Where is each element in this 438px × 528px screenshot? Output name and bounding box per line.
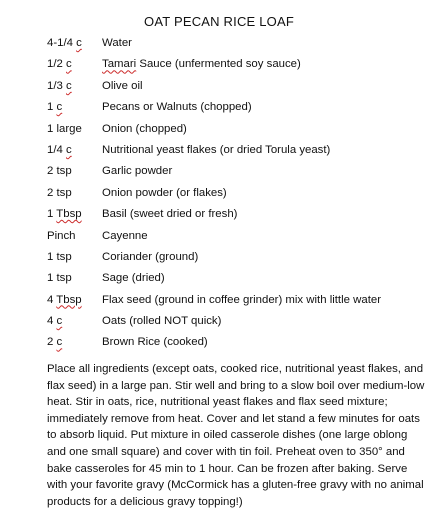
ingredient-quantity: 1 Tbsp [47, 208, 82, 221]
ingredient-name: Basil (sweet dried or fresh) [102, 208, 238, 221]
ingredient-row [47, 165, 381, 186]
spellcheck-underline: Tbsp [56, 293, 82, 306]
ingredient-row [47, 58, 381, 79]
ingredient-row [47, 272, 381, 293]
ingredient-row [47, 251, 381, 272]
ingredient-quantity: 1 tsp [47, 250, 72, 263]
ingredient-name: Brown Rice (cooked) [102, 336, 208, 349]
ingredient-row [47, 37, 381, 58]
ingredient-quantity: 1 c [47, 101, 63, 114]
ingredient-quantity: 2 tsp [47, 165, 72, 178]
ingredient-row [47, 80, 381, 101]
ingredient-row [47, 187, 381, 208]
ingredient-name: Onion powder (or flakes) [102, 186, 227, 199]
ingredient-name: Onion (chopped) [102, 122, 187, 135]
ingredient-name: Pecans or Walnuts (chopped) [102, 101, 252, 114]
recipe-instructions: Place all ingredients (except oats, cooked rice, nutritional yeast flakes, and flax seed) in a large pan. Stir well and bring to a slow boil over medium-low heat. Stir in oats, rice, nutritional yeast flakes and flax seed mixture; immediately remove from heat. Cover and let stand a few minutes for oats to absorb liquid. Put mixture in oiled casserole dishes (one large oblong and one small square) and cover with tin foil. Preheat oven to 350° and bake casseroles for 45 min to 1 hour. Can be frozen after baking. Serve with your favorite gravy (McCormick has a gluten-free gravy with no animal products for a delicious gravy topping!) [47, 363, 425, 508]
ingredient-row [47, 144, 381, 165]
ingredient-list [47, 37, 381, 358]
ingredient-name: Nutritional yeast flakes (or dried Torula yeast) [102, 143, 331, 156]
ingredient-row [47, 315, 381, 336]
ingredient-name: Water [102, 37, 132, 49]
spellcheck-underline: c [56, 101, 63, 114]
ingredient-row [47, 230, 381, 251]
ingredient-quantity: 2 c [47, 336, 63, 349]
spellcheck-underline: c [56, 336, 63, 349]
ingredient-name: Oats (rolled NOT quick) [102, 315, 222, 328]
ingredient-quantity: 4 c [47, 315, 63, 328]
spellcheck-underline: c [56, 315, 63, 328]
spellcheck-underline: c [66, 79, 72, 92]
ingredient-row [47, 294, 381, 315]
spellcheck-underline: c [76, 37, 82, 49]
ingredient-name: Sage (dried) [102, 272, 165, 285]
ingredient-name: Coriander (ground) [102, 250, 199, 263]
spellcheck-underline: Tamari [102, 58, 137, 71]
ingredient-quantity: 4-1/4 c [47, 37, 82, 49]
ingredient-quantity: 1/3 c [47, 79, 72, 92]
ingredient-name: Cayenne [102, 229, 148, 242]
ingredient-row [47, 123, 381, 144]
ingredient-row [47, 336, 381, 357]
ingredient-quantity: 1/2 c [47, 58, 72, 71]
ingredient-quantity: 1/4 c [47, 143, 72, 156]
ingredient-name: Garlic powder [102, 165, 173, 178]
ingredient-row [47, 101, 381, 122]
spellcheck-underline: Tbsp [56, 208, 82, 221]
ingredient-quantity: Pinch [47, 229, 76, 242]
ingredient-name: Flax seed (ground in coffee grinder) mix with little water [102, 293, 381, 306]
ingredient-quantity: 4 Tbsp [47, 293, 82, 306]
recipe-title: OAT PECAN RICE LOAF [144, 14, 294, 29]
ingredient-name: Olive oil [102, 79, 143, 92]
spellcheck-underline: c [66, 58, 72, 71]
spellcheck-underline: c [66, 143, 72, 156]
ingredient-row [47, 208, 381, 229]
ingredient-quantity: 1 large [47, 122, 82, 135]
ingredient-quantity: 2 tsp [47, 186, 72, 199]
ingredient-quantity: 1 tsp [47, 272, 72, 285]
ingredient-name: Tamari Sauce (unfermented soy sauce) [102, 58, 301, 71]
